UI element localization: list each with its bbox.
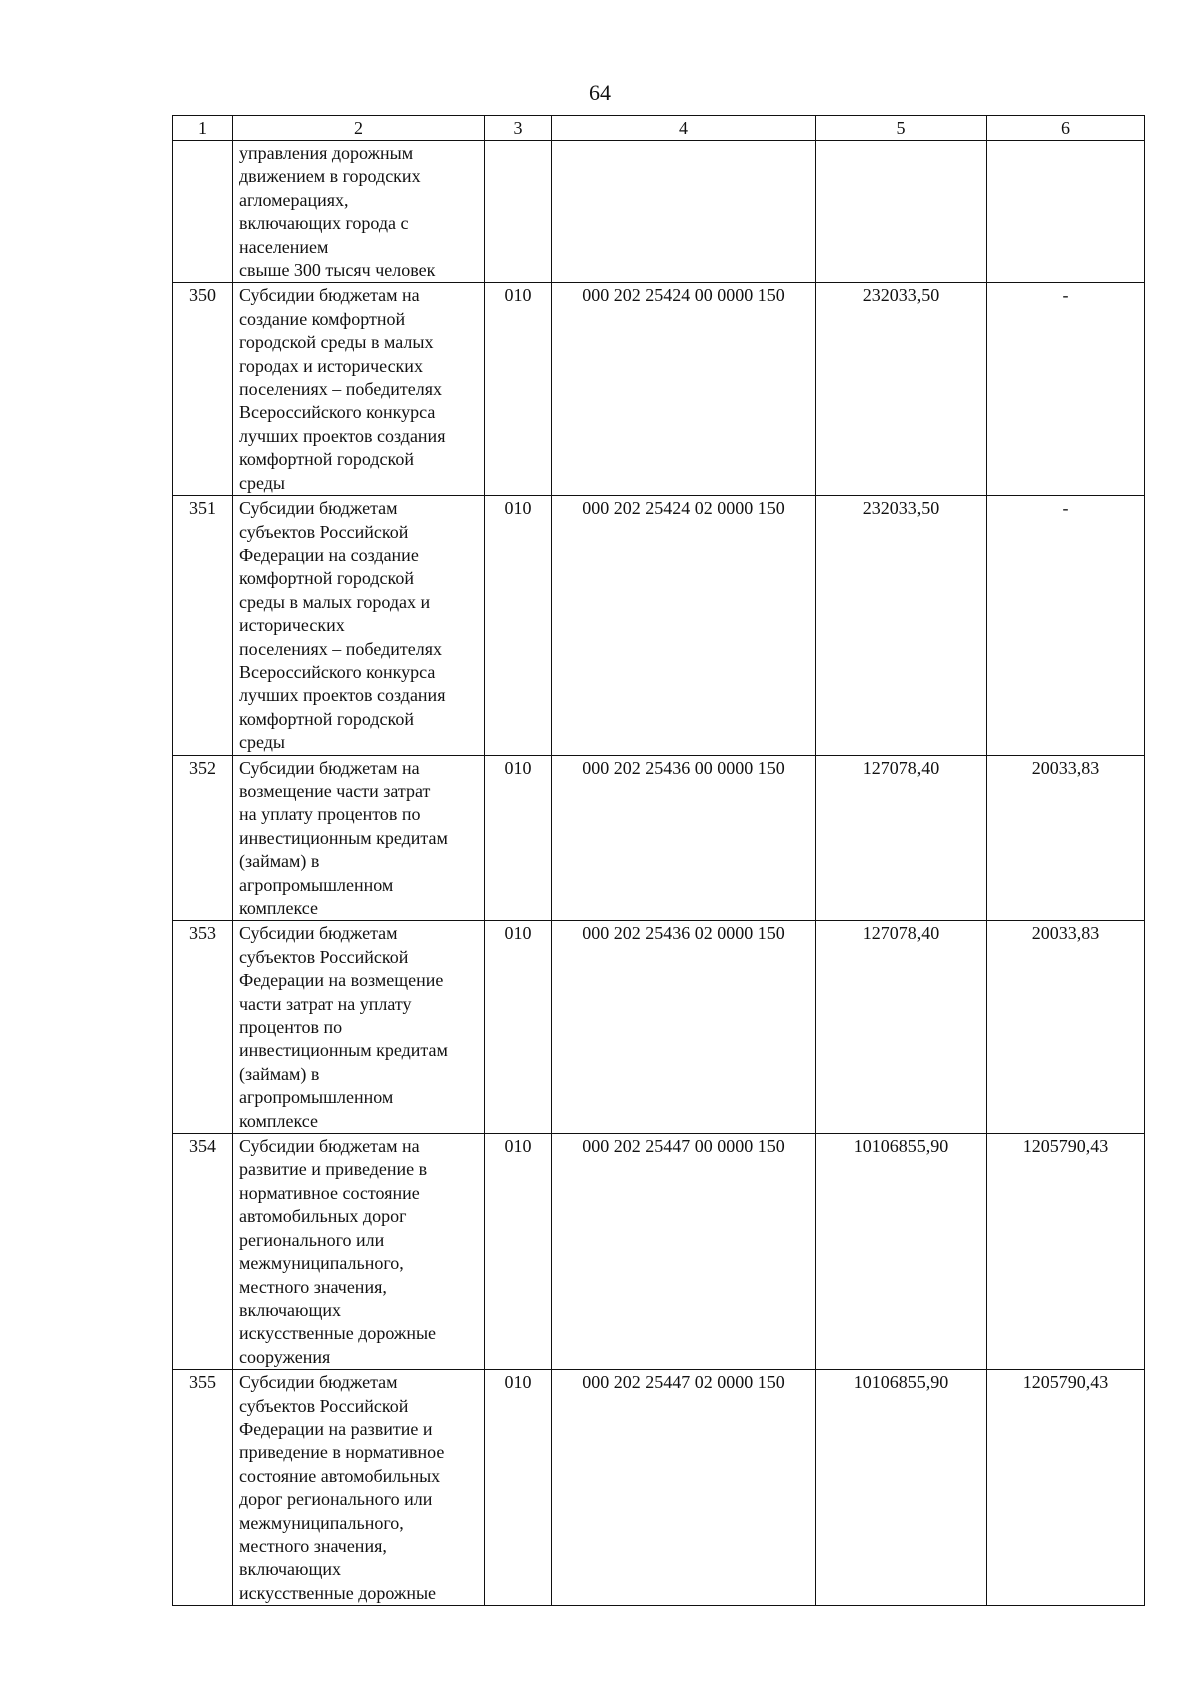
description-line: межмуниципального, [239, 1512, 404, 1533]
amount-column-6: 20033,83 [987, 755, 1145, 921]
description-line: комплексе [239, 898, 318, 918]
amount-column-6: 1205790,43 [987, 1134, 1145, 1370]
description-line: поселениях – победителях [239, 379, 443, 400]
amount-column-5: 232033,50 [816, 496, 987, 755]
description-line: населением [239, 236, 329, 257]
description-line: Федерации на развитие и [239, 1418, 433, 1439]
row-description [233, 921, 485, 1134]
row-number: 353 [173, 921, 233, 1134]
description-line: искусственные дорожные [239, 1323, 437, 1344]
description-line: управления дорожным [239, 143, 414, 163]
description-line: местного значения, [239, 1535, 387, 1556]
description-line: Федерации на возмещение [239, 970, 444, 991]
amount-column-6: 1205790,43 [987, 1370, 1145, 1606]
description-line: части затрат на уплату [239, 993, 412, 1014]
description-line: процентов по [239, 1017, 343, 1038]
row-number: 354 [173, 1134, 233, 1370]
description-line: сооружения [239, 1346, 331, 1367]
budget-classification-code: 000 202 25447 02 0000 150 [552, 1370, 816, 1606]
admin-code: 010 [485, 283, 552, 496]
admin-code: 010 [485, 1370, 552, 1606]
admin-code: 010 [485, 496, 552, 755]
description-line: развитие и приведение в [239, 1159, 428, 1180]
admin-code: 010 [485, 755, 552, 921]
amount-column-5: 10106855,90 [816, 1370, 987, 1606]
description-line: городах и исторических [239, 355, 423, 376]
description-line: Субсидии бюджетам [239, 498, 398, 519]
description-line: Федерации на создание [239, 544, 419, 565]
amount-column-5: 10106855,90 [816, 1134, 987, 1370]
description-line: на уплату процентов по [239, 804, 421, 825]
description-line: комфортной городской [239, 708, 414, 729]
row-number: 355 [173, 1370, 233, 1606]
description-line: поселениях – победителях [239, 638, 443, 659]
budget-table [172, 115, 1145, 1606]
description-line: субъектов Российской [239, 521, 409, 542]
description-line: Субсидии бюджетам на [239, 285, 420, 306]
table-row [173, 1370, 1145, 1606]
table-row [173, 283, 1145, 496]
table-row [173, 921, 1145, 1134]
row-description [233, 283, 485, 496]
budget-classification-code: 000 202 25436 00 0000 150 [552, 755, 816, 921]
description-line: инвестиционным кредитам [239, 1040, 448, 1061]
description-line: исторических [239, 615, 345, 636]
description-line: дорог регионального или [239, 1489, 433, 1510]
description-line: лучших проектов создания [239, 425, 446, 446]
description-line: межмуниципального, [239, 1253, 404, 1274]
admin-code: 010 [485, 1134, 552, 1370]
description-line: свыше 300 тысяч человек [239, 260, 436, 281]
description-line: включающих [239, 1299, 341, 1320]
table-body [173, 141, 1145, 1606]
amount-column-5: 127078,40 [816, 755, 987, 921]
description-line: нормативное состояние [239, 1182, 420, 1203]
amount-column-6: - [987, 283, 1145, 496]
description-line: Всероссийского конкурса [239, 661, 436, 682]
budget-classification-code: 000 202 25424 02 0000 150 [552, 496, 816, 755]
row-description [233, 141, 485, 283]
description-line: Субсидии бюджетам [239, 923, 398, 944]
description-line: субъектов Российской [239, 1395, 409, 1416]
description-line: Субсидии бюджетам на [239, 757, 420, 778]
row-number [173, 141, 233, 283]
table-row [173, 755, 1145, 921]
description-line: автомобильных дорог [239, 1206, 407, 1227]
description-line: создание комфортной [239, 308, 406, 329]
row-number: 351 [173, 496, 233, 755]
description-line: городской среды в малых [239, 332, 434, 353]
description-line: включающих [239, 1559, 341, 1580]
description-line: агломерациях, [239, 189, 349, 210]
table-row [173, 496, 1145, 755]
description-line: местного значения, [239, 1276, 387, 1297]
header-cell-4: 4 [552, 116, 816, 141]
amount-column-6: - [987, 496, 1145, 755]
description-line: агропромышленном [239, 874, 394, 895]
budget-classification-code: 000 202 25447 00 0000 150 [552, 1134, 816, 1370]
amount-column-5: 127078,40 [816, 921, 987, 1134]
description-line: субъектов Российской [239, 946, 409, 967]
description-line: среды [239, 732, 285, 753]
description-line: лучших проектов создания [239, 685, 446, 706]
header-cell-3: 3 [485, 116, 552, 141]
row-description [233, 496, 485, 755]
header-cell-5: 5 [816, 116, 987, 141]
budget-classification-code: 000 202 25424 00 0000 150 [552, 283, 816, 496]
admin-code: 010 [485, 921, 552, 1134]
description-line: среды [239, 472, 285, 493]
table-row [173, 141, 1145, 283]
description-line: среды в малых городах и [239, 591, 431, 612]
description-line: включающих города с [239, 213, 409, 234]
description-line: Субсидии бюджетам [239, 1372, 398, 1393]
header-cell-6: 6 [987, 116, 1145, 141]
row-description [233, 1134, 485, 1370]
amount-column-6 [987, 141, 1145, 283]
description-line: регионального или [239, 1229, 385, 1250]
description-line: Субсидии бюджетам на [239, 1136, 420, 1157]
description-line: агропромышленном [239, 1087, 394, 1108]
description-line: Всероссийского конкурса [239, 402, 436, 423]
amount-column-5: 232033,50 [816, 283, 987, 496]
header-cell-1: 1 [173, 116, 233, 141]
row-description [233, 1370, 485, 1606]
budget-classification-code: 000 202 25436 02 0000 150 [552, 921, 816, 1134]
budget-classification-code [552, 141, 816, 283]
header-row [173, 116, 1145, 141]
row-description [233, 755, 485, 921]
table-row [173, 1134, 1145, 1370]
amount-column-5 [816, 141, 987, 283]
description-line: (займам) в [239, 1063, 320, 1084]
description-line: искусственные дорожные [239, 1582, 437, 1603]
row-number: 350 [173, 283, 233, 496]
description-line: (займам) в [239, 851, 320, 872]
description-line: инвестиционным кредитам [239, 827, 448, 848]
description-line: движением в городских [239, 166, 421, 187]
page-number: 64 [589, 80, 611, 105]
amount-column-6: 20033,83 [987, 921, 1145, 1134]
description-line: комфортной городской [239, 568, 414, 589]
admin-code [485, 141, 552, 283]
description-line: приведение в нормативное [239, 1442, 445, 1463]
description-line: состояние автомобильных [239, 1465, 441, 1486]
row-number: 352 [173, 755, 233, 921]
description-line: комплексе [239, 1110, 318, 1131]
header-cell-2: 2 [233, 116, 485, 141]
description-line: возмещение части затрат [239, 780, 431, 801]
description-line: комфортной городской [239, 449, 414, 470]
